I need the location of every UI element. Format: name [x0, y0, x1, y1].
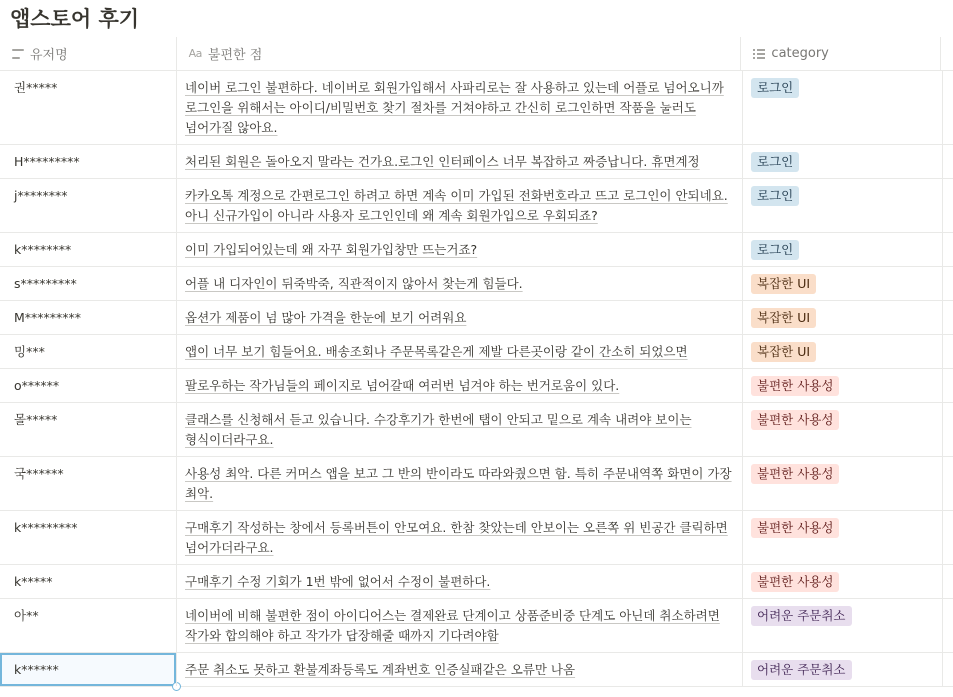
row-end-cell	[942, 403, 953, 456]
category-cell[interactable]	[742, 653, 942, 686]
category-cell[interactable]	[742, 145, 942, 178]
table-row[interactable]	[0, 511, 953, 565]
category-cell[interactable]	[742, 511, 942, 564]
table-row[interactable]	[0, 653, 953, 687]
row-end-cell	[942, 511, 953, 564]
category-cell[interactable]	[742, 179, 942, 232]
user-cell[interactable]: 아**	[14, 608, 39, 623]
table-row[interactable]	[0, 457, 953, 511]
row-end-cell	[942, 369, 953, 402]
select-property-icon	[753, 49, 765, 59]
complaint-cell[interactable]	[176, 599, 742, 652]
user-cell[interactable]: k******	[0, 653, 176, 686]
complaint-text[interactable]: 네이버에 비해 불편한 점이 아이디어스는 결제완료 단계이고 상품준비중 단계도 아닌데 취소하려면 작가와 합의해야 하고 작가가 답장해줄 때까지 기다려야함	[185, 608, 720, 643]
complaint-cell[interactable]	[176, 511, 742, 564]
category-tag: 불편한 사용성	[751, 464, 839, 484]
complaint-text[interactable]: 처리된 회원은 돌아오지 말라는 건가요.로그인 인터페이스 너무 복잡하고 짜증납니다. 휴면계정	[185, 154, 700, 169]
column-header-complaint[interactable]	[176, 37, 741, 70]
complaint-cell[interactable]	[176, 457, 742, 510]
column-header-end	[940, 37, 953, 70]
user-cell[interactable]: H*********	[14, 154, 80, 169]
row-end-cell	[942, 233, 953, 266]
complaint-cell[interactable]	[176, 301, 742, 334]
row-end-cell	[942, 145, 953, 178]
category-tag: 로그인	[751, 78, 799, 98]
category-cell[interactable]	[742, 369, 942, 402]
complaint-cell[interactable]	[176, 335, 742, 368]
table-row[interactable]	[0, 179, 953, 233]
row-end-cell	[942, 565, 953, 598]
table-row[interactable]	[0, 335, 953, 369]
table-header	[0, 37, 953, 71]
complaint-cell[interactable]	[176, 403, 742, 456]
complaint-text[interactable]: 주문 취소도 못하고 환불계좌등록도 계좌번호 인증실패같은 오류만 나옴	[185, 662, 576, 677]
reviews-table	[0, 37, 953, 687]
category-tag: 불편한 사용성	[751, 518, 839, 538]
complaint-cell[interactable]	[176, 179, 742, 232]
table-row[interactable]	[0, 599, 953, 653]
complaint-cell[interactable]	[176, 267, 742, 300]
category-tag: 어려운 주문취소	[751, 606, 852, 626]
category-cell[interactable]	[742, 335, 942, 368]
table-row[interactable]	[0, 403, 953, 457]
complaint-text[interactable]: 카카오톡 계정으로 간편로그인 하려고 하면 계속 이미 가입된 전화번호라고 뜨고 로그인이 안되네요. 아니 신규가입이 아니라 사용자 로그인인데 왜 계속 회원가입으로 우회되죠?	[185, 188, 728, 223]
table-row[interactable]	[0, 71, 953, 145]
category-cell[interactable]	[742, 599, 942, 652]
user-cell[interactable]: k*********	[14, 520, 78, 535]
complaint-text[interactable]: 사용성 최악. 다른 커머스 앱을 보고 그 반의 반이라도 따라와줬으면 함. 특히 주문내역쪽 화면이 가장 최악.	[185, 466, 732, 501]
complaint-text[interactable]: 어플 내 디자인이 뒤죽박죽, 직관적이지 않아서 찾는게 힘들다.	[185, 276, 523, 291]
user-cell[interactable]: 밍***	[14, 344, 45, 359]
column-header-complaint-label: 불편한 점	[207, 48, 263, 63]
user-cell[interactable]: o******	[14, 378, 60, 393]
complaint-cell[interactable]	[176, 369, 742, 402]
complaint-text[interactable]: 이미 가입되어있는데 왜 자꾸 회원가입창만 뜨는거죠?	[185, 242, 478, 257]
category-tag: 어려운 주문취소	[751, 660, 852, 680]
title-property-icon: Aa	[188, 47, 202, 60]
table-row[interactable]	[0, 301, 953, 335]
category-tag: 복잡한 UI	[751, 274, 816, 294]
complaint-text[interactable]: 앱이 너무 보기 힘들어요. 배송조회나 주문목록같은게 제발 다른곳이랑 같이 간소히 되었으면	[185, 344, 688, 359]
table-row[interactable]	[0, 233, 953, 267]
category-tag: 복잡한 UI	[751, 308, 816, 328]
row-end-cell	[942, 301, 953, 334]
user-cell[interactable]: j********	[14, 188, 68, 203]
category-cell[interactable]	[742, 565, 942, 598]
column-header-category-label: category	[771, 46, 829, 61]
complaint-cell[interactable]	[176, 233, 742, 266]
page-title: 앱스토어 후기	[10, 7, 140, 31]
row-end-cell	[942, 179, 953, 232]
row-end-cell	[942, 457, 953, 510]
category-tag: 로그인	[751, 152, 799, 172]
complaint-cell[interactable]	[176, 71, 742, 144]
category-tag: 로그인	[751, 186, 799, 206]
table-row[interactable]	[0, 145, 953, 179]
table-row[interactable]	[0, 565, 953, 599]
table-row[interactable]	[0, 267, 953, 301]
category-cell[interactable]	[742, 403, 942, 456]
user-cell[interactable]: s*********	[14, 276, 77, 291]
category-cell[interactable]	[742, 233, 942, 266]
category-tag: 로그인	[751, 240, 799, 260]
row-end-cell	[942, 267, 953, 300]
row-end-cell	[942, 335, 953, 368]
category-tag: 불편한 사용성	[751, 410, 839, 430]
category-cell[interactable]	[742, 267, 942, 300]
complaint-cell[interactable]	[176, 145, 742, 178]
category-cell[interactable]	[742, 457, 942, 510]
row-end-cell	[942, 599, 953, 652]
category-cell[interactable]	[742, 301, 942, 334]
complaint-text[interactable]: 구매후기 수정 기회가 1번 밖에 없어서 수정이 불편하다.	[185, 574, 491, 589]
category-tag: 불편한 사용성	[751, 376, 839, 396]
user-cell[interactable]: 몰*****	[14, 412, 58, 427]
row-end-cell	[942, 71, 953, 144]
user-cell[interactable]: 권*****	[14, 80, 58, 95]
user-cell[interactable]: M*********	[14, 310, 82, 325]
row-end-cell	[942, 653, 953, 686]
category-tag: 복잡한 UI	[751, 342, 816, 362]
user-cell[interactable]: k********	[14, 242, 72, 257]
category-cell[interactable]	[742, 71, 942, 144]
complaint-text[interactable]: 구매후기 작성하는 창에서 등록버튼이 안모여요. 한참 찾았는데 안보이는 오른쪽 위 빈공간 클릭하면 넘어가더라구요.	[185, 520, 728, 555]
column-header-user-label: 유저명	[30, 48, 68, 63]
user-cell[interactable]: k*****	[14, 574, 53, 589]
category-tag: 불편한 사용성	[751, 572, 839, 592]
text-property-icon	[12, 49, 24, 59]
complaint-text[interactable]: 네이버 로그인 불편하다. 네이버로 회원가입해서 사파리로는 잘 사용하고 있는데 어플로 넘어오니까 로그인을 위해서는 아이디/비밀번호 찾기 절차를 거쳐야하고 간신히 로그인하면 작품을 눌러도 넘어가질 않아요.	[185, 80, 724, 135]
column-header-user[interactable]	[0, 37, 176, 70]
complaint-text[interactable]: 팔로우하는 작가님들의 페이지로 넘어갈때 여러번 넘겨야 하는 번거로움이 있다.	[185, 378, 620, 393]
table-body	[0, 71, 953, 687]
complaint-cell[interactable]	[176, 565, 742, 598]
column-header-category[interactable]	[740, 37, 940, 70]
complaint-text[interactable]: 클래스를 신청해서 듣고 있습니다. 수강후기가 한번에 탭이 안되고 밑으로 계속 내려야 보이는 형식이더라구요.	[185, 412, 692, 447]
user-cell[interactable]: 국******	[14, 466, 64, 481]
table-row[interactable]	[0, 369, 953, 403]
complaint-cell[interactable]	[176, 653, 742, 686]
complaint-text[interactable]: 옵션가 제품이 넘 많아 가격을 한눈에 보기 어려워요	[185, 310, 467, 325]
